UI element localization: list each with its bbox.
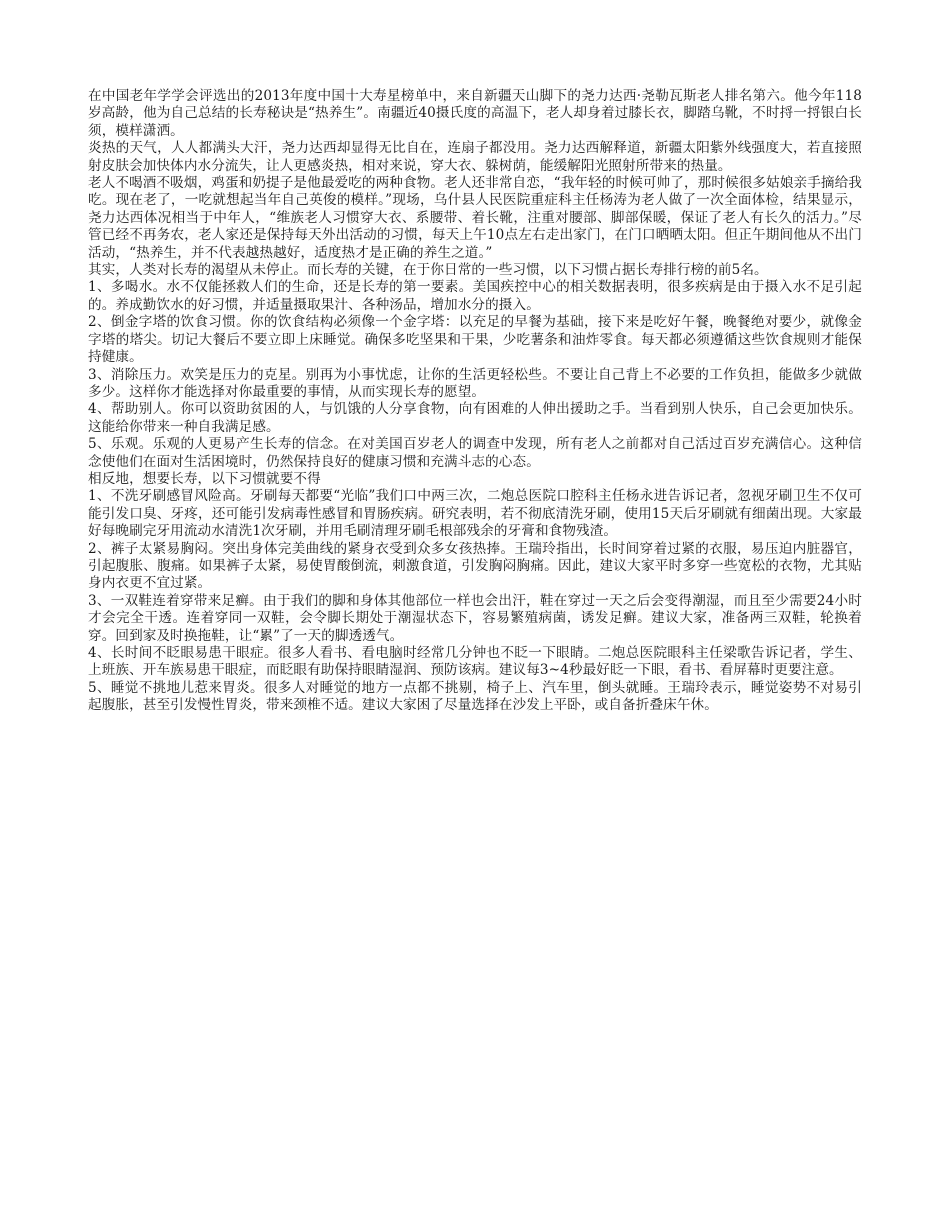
paragraph: 炎热的天气，人人都满头大汗，尧力达西却显得无比自在，连扇子都没用。尧力达西解释道，新疆太阳紫外线强度大，若直接照射皮肤会加快体内水分流失，让人更感炎热，相对来说，穿大衣、躲树荫，能缓解阳光照射所带来的热量。 [88,140,862,174]
list-item: 1、不洗牙刷感冒风险高。牙刷每天都要“光临”我们口中两三次，二炮总医院口腔科主任杨永进告诉记者，忽视牙刷卫生不仅可能引发口臭、牙疼，还可能引发病毒性感冒和胃肠疾病。研究表明，若不彻底清洗牙刷，使用15天后牙刷就有细菌出现。大家最好每晚刷完牙用流动水清洗1次牙刷，并用毛刷清理牙刷毛根部残余的牙膏和食物残渣。 [88,488,862,540]
section-heading: 相反地，想要长寿，以下习惯就要不得 [88,470,321,487]
document-body [88,88,862,715]
list-item: 4、帮助别人。你可以资助贫困的人，与饥饿的人分享食物，向有困难的人伸出援助之手。当看到别人快乐，自己会更加快乐。这能给你带来一种自我满足感。 [88,401,862,435]
list-item: 5、睡觉不挑地儿惹来胃炎。很多人对睡觉的地方一点都不挑剔，椅子上、汽车里，倒头就睡。王瑞玲表示，睡觉姿势不对易引起腹胀，甚至引发慢性胃炎，带来颈椎不适。建议大家困了尽量选择在沙发上平卧，或自备折叠床午休。 [88,679,862,714]
list-item: 3、一双鞋连着穿带来足癣。由于我们的脚和身体其他部位一样也会出汗，鞋在穿过一天之后会变得潮湿，而且至少需要24小时才会完全干透。连着穿同一双鞋，会令脚长期处于潮湿状态下，容易繁殖病菌，诱发足癣。建议大家，准备两三双鞋，轮换着穿。回到家及时换拖鞋，让“累”了一天的脚透透气。 [88,592,862,644]
list-item: 2、裤子太紧易胸闷。突出身体完美曲线的紧身衣受到众多女孩热捧。王瑞玲指出，长时间穿着过紧的衣服，易压迫内脏器官，引起腹胀、腹痛。如果裤子太紧，易使胃酸倒流，刺激食道，引发胸闷胸痛。因此，建议大家平时多穿一些宽松的衣物，尤其贴身内衣更不宜过紧。 [88,540,862,592]
paragraph: 在中国老年学学会评选出的2013年度中国十大寿星榜单中，来自新疆天山脚下的尧力达西·尧勒瓦斯老人排名第六。他今年118岁高龄，他为自己总结的长寿秘诀是“热养生”。南疆近40摄氏度的高温下，老人却身着过膝长衣，脚踏乌靴，不时捋一捋银白长须，模样潇洒。 [88,88,862,139]
list-item: 2、倒金字塔的饮食习惯。你的饮食结构必须像一个金字塔：以充足的早餐为基础，接下来是吃好午餐，晚餐绝对要少，就像金字塔的塔尖。切记大餐后不要立即上床睡觉。确保多吃坚果和干果，少吃薯条和油炸零食。每天都必须遵循这些饮食规则才能保持健康。 [88,314,862,366]
list-item: 1、多喝水。水不仅能拯救人们的生命，还是长寿的第一要素。美国疾控中心的相关数据表明，很多疾病是由于摄入水不足引起的。养成勤饮水的好习惯，并适量摄取果汁、各种汤品，增加水分的摄入。 [88,279,862,313]
list-item: 5、乐观。乐观的人更易产生长寿的信念。在对美国百岁老人的调查中发现，所有老人之前都对自己活过百岁充满信心。这种信念使他们在面对生活困境时，仍然保持良好的健康习惯和充满斗志的心态。 [88,436,862,470]
list-item: 3、消除压力。欢笑是压力的克星。别再为小事忧虑，让你的生活更轻松些。不要让自己背上不必要的工作负担，能做多少就做多少。这样你才能选择对你最重要的事情，从而实现长寿的愿望。 [88,366,862,400]
paragraph: 其实，人类对长寿的渴望从未停止。而长寿的关键，在于你日常的一些习惯，以下习惯占据长寿排行榜的前5名。 [88,262,768,279]
paragraph: 老人不喝酒不吸烟，鸡蛋和奶提子是他最爱吃的两种食物。老人还非常自恋，“我年轻的时候可帅了，那时候很多姑娘亲手摘给我吃。现在老了，一吃就想起当年自己英俊的模样。”现场，乌什县人民医院重症科主任杨涛为老人做了一次全面体检，结果显示，尧力达西体况相当于中年人，“维族老人习惯穿大衣、系腰带、着长靴，注重对腰部、脚部保暖，保证了老人有长久的活力。”尽管已经不再务农，老人家还是保持每天外出活动的习惯，每天上午10点左右走出家门，在门口晒晒太阳。但正午期间他从不出门活动，“热养生，并不代表越热越好，适度热才是正确的养生之道。” [88,175,862,261]
list-item: 4、长时间不眨眼易患干眼症。很多人看书、看电脑时经常几分钟也不眨一下眼睛。二炮总医院眼科主任梁歌告诉记者，学生、上班族、开车族易患干眼症，而眨眼有助保持眼睛湿润、预防该病。建议每3~4秒最好眨一下眼，看书、看屏幕时更要注意。 [88,645,862,679]
